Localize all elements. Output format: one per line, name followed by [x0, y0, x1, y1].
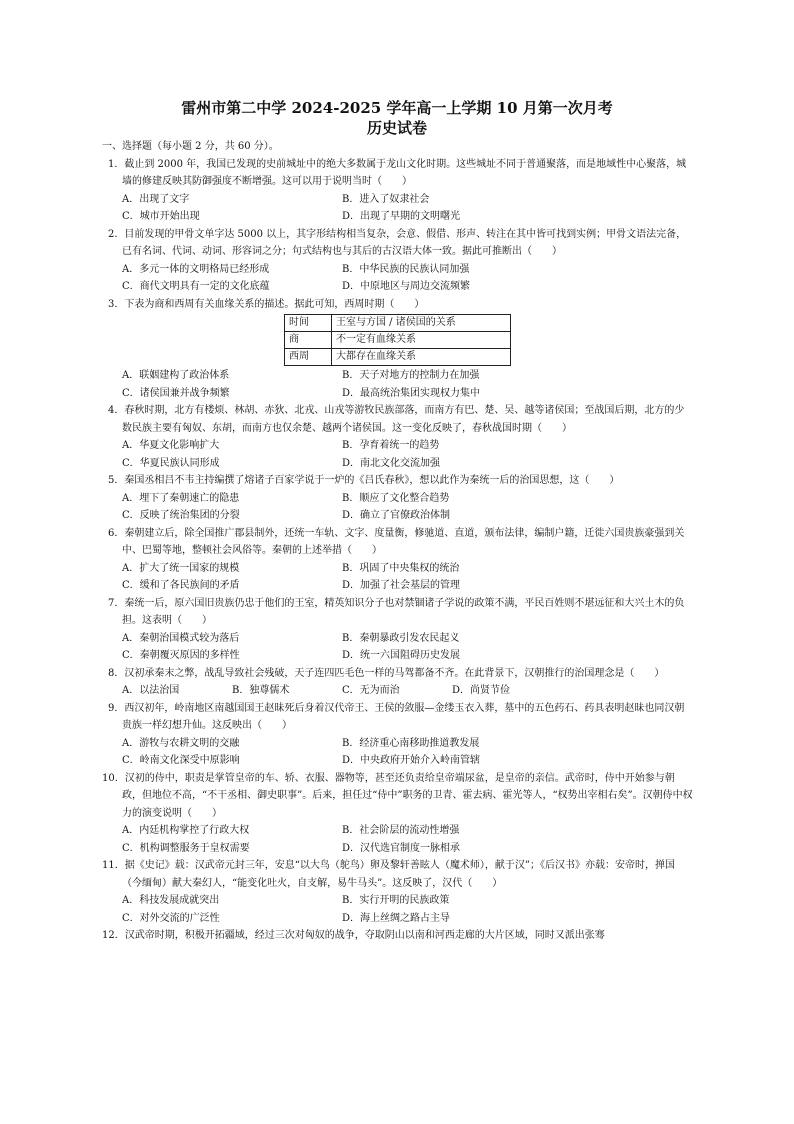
option-d: D．南北文化交流加强	[342, 457, 441, 469]
option-a: A．以法治国	[122, 685, 180, 696]
option-a: A．内廷机构掌控了行政大权	[122, 825, 250, 836]
options-row	[108, 437, 694, 455]
option-c: C．岭南文化深受中原影响	[122, 755, 240, 766]
option-c: C．机构调整服务于皇权需要	[122, 842, 250, 854]
table-row	[285, 332, 511, 349]
option-a: A．科技发展成就突出	[122, 895, 220, 906]
option-b: B．实行开明的民族政策	[342, 895, 450, 906]
option-a: A．秦朝治国模式较为落后	[122, 632, 240, 644]
option-b: B．中华民族的民族认同加强	[342, 263, 470, 275]
table-row	[285, 349, 511, 366]
options-row	[108, 278, 694, 296]
option-c: C．城市开始出现	[122, 211, 200, 222]
options-row	[108, 840, 694, 858]
options-row	[108, 682, 694, 700]
options-row	[108, 892, 694, 910]
question-1: 1．截止到 2000 年，我国已发现的史前城址中的绝大多数属于龙山文化时期。这些城址不同于普通聚落，而是地域性中心聚落，城墙的修建反映其防御强度不断增强。这可以用于说明当时（ ）	[108, 158, 687, 187]
options-row	[108, 261, 694, 279]
option-c: C．秦朝覆灭原因的多样性	[122, 650, 240, 661]
option-c: C．商代文明具有一定的文化底蕴	[122, 281, 270, 292]
option-c: C．缓和了各民族间的矛盾	[122, 580, 240, 591]
question-2: 2．目前发现的甲骨文单字达 5000 以上，其字形结构相当复杂，会意、假借、形声、转注在其中皆可找到实例；甲骨文语法完备，已有名词、代词、动词、形容词之分；句式结构也与其后的古汉语大体一致。据此可推断出（ ）	[108, 228, 687, 257]
table-header-cell: 王室与方国 / 诸侯国的关系	[332, 315, 511, 332]
options-row	[108, 577, 694, 595]
exam-content	[102, 138, 694, 945]
option-b: B．孕育着统一的趋势	[342, 440, 440, 451]
options-row	[108, 208, 694, 226]
options-row	[108, 630, 694, 648]
options-row	[108, 822, 694, 840]
option-b: B．经济重心南移助推道教发展	[342, 737, 480, 749]
question-10: 10．汉初的侍中，职责是掌管皇帝的车、轿、衣服、器物等，甚至还负责给皇帝端尿盆，是皇帝的亲信。武帝时，侍中开始参与朝政，但地位不高，“不干丞相、御史职事”。后来，担任过“侍中”职务的卫青、霍去病、霍光等人，“权势出宰相右矣”。汉朝侍中权力的演变说明（ ）	[102, 772, 693, 819]
options-row	[108, 910, 694, 928]
option-b: B．巩固了中央集权的统治	[342, 562, 460, 574]
question-9: 9．西汉初年，岭南地区南越国国王赵昧死后身着汉代帝王、王侯的敛服—金缕玉衣入葬，墓中的五色药石、药具表明赵昧也同汉朝贵族一样幻想升仙。这反映出（ ）	[108, 702, 685, 731]
question-12: 12．汉武帝时期，积极开拓疆域，经过三次对匈奴的战争，夺取阴山以南和河西走廊的大片区域，同时又派出张骞	[102, 930, 605, 941]
table-header-row	[285, 315, 511, 332]
option-a: A．扩大了统一国家的规模	[122, 562, 240, 574]
question-6: 6．秦朝建立后，除全国推广郡县制外，还统一车轨、文字、度量衡，修驰道、直道，颁布法律，编制户籍，迁徙六国贵族豪强到关中、巴蜀等地，整顿社会风俗等。秦朝的上述举措（ ）	[108, 527, 685, 556]
options-row	[108, 735, 694, 753]
options-row	[108, 647, 694, 665]
option-d: D．中原地区与周边交流频繁	[342, 281, 471, 292]
option-d: D．海上丝绸之路占主导	[342, 912, 451, 924]
option-b: B．进入了奴隶社会	[342, 193, 430, 205]
option-d: D．确立了官僚政治体制	[342, 510, 451, 521]
option-c: C．对外交流的广泛性	[122, 912, 220, 924]
question-4: 4．春秋时期，北方有楼烦、林胡、赤狄、北戎、山戎等游牧民族部落，而南方有巴、楚、吴、越等诸侯国；至战国后期，北方的少数民族主要有匈奴、东胡，而南方也仅余楚、越两个诸侯国。这一变化反映了，春秋战国时期（ ）	[108, 405, 685, 434]
table-cell: 商	[285, 332, 332, 349]
section-heading: 一、选择题（每小题 2 分，共 60 分）。	[102, 141, 279, 152]
table-cell: 不一定有血缘关系	[332, 332, 511, 349]
option-a: A．多元一体的文明格局已经形成	[122, 263, 270, 275]
options-row	[108, 367, 694, 385]
option-b: B．秦朝暴政引发农民起义	[342, 632, 460, 644]
options-row	[108, 560, 694, 578]
option-b: B．社会阶层的流动性增强	[342, 825, 460, 836]
option-a: A．游牧与农耕文明的交融	[122, 737, 240, 749]
option-d: D．出现了早期的文明曙光	[342, 211, 461, 222]
table-cell: 西周	[285, 349, 332, 366]
option-c: C．反映了统治集团的分裂	[122, 510, 240, 521]
exam-title: 雷州市第二中学 2024-2025 学年高一上学期 10 月第一次月考	[181, 99, 613, 117]
question-11: 11．据《史记》载：汉武帝元封三年，安息“以大鸟（鸵鸟）卵及黎轩善眩人（魔术师），献于汉”；《后汉书》亦载：安帝时，掸国（今缅甸）献大秦幻人，“能变化吐火，自支解，易牛马头”。这反映了，汉代（ ）	[102, 860, 675, 889]
option-d: D．最高统治集团实现权力集中	[342, 387, 481, 399]
options-row	[108, 490, 694, 508]
option-c: C．诸侯国兼并战争频繁	[122, 387, 230, 399]
table-header-cell: 时间	[285, 315, 332, 332]
kinship-table	[284, 314, 511, 366]
option-d: D．统一六国阻碍历史发展	[342, 650, 461, 661]
question-7: 7．秦统一后，原六国旧贵族仍忠于他们的王室，精英知识分子也对禁锢诸子学说的政策不满，平民百姓则不堪远征和大兴土木的负担。这表明（ ）	[108, 597, 685, 626]
exam-subtitle: 历史试卷	[366, 119, 427, 137]
question-8: 8．汉初承秦末之弊，战乱导致社会残破，天子连四匹毛色一样的马驾都备不齐。在此背景下，汉朝推行的治国理念是（ ）	[108, 667, 665, 679]
question-3: 3．下表为商和西周有关血缘关系的描述。据此可知，西周时期（ ）	[108, 298, 425, 310]
table-cell: 大都存在血缘关系	[332, 349, 511, 366]
option-d: D．汉代选官制度一脉相承	[342, 842, 461, 854]
options-row	[108, 507, 694, 525]
option-d: D．尚贤节俭	[452, 685, 511, 696]
option-a: A．华夏文化影响扩大	[122, 440, 220, 451]
option-d: D．中央政府开始介入岭南管辖	[342, 755, 481, 766]
question-5: 5．秦国丞相吕不韦主持编撰了熔诸子百家学说于一炉的《吕氏春秋》，想以此作为秦统一后的治国思想，这（ ）	[108, 475, 620, 486]
option-a: A．埋下了秦朝速亡的隐患	[122, 492, 240, 504]
option-b: B．顺应了文化整合趋势	[342, 492, 450, 504]
option-c: C．华夏民族认同形成	[122, 457, 220, 469]
option-b: B．天子对地方的控制力在加强	[342, 370, 480, 381]
options-row	[108, 385, 694, 403]
option-d: D．加强了社会基层的管理	[342, 580, 461, 591]
options-row	[108, 455, 694, 473]
options-row	[108, 752, 694, 770]
option-a: A．联姻建构了政治体系	[122, 370, 230, 381]
option-b: B．独尊儒术	[232, 685, 290, 696]
option-c: C．无为而治	[342, 685, 400, 696]
options-row	[108, 191, 694, 209]
option-a: A．出现了文字	[122, 193, 190, 205]
